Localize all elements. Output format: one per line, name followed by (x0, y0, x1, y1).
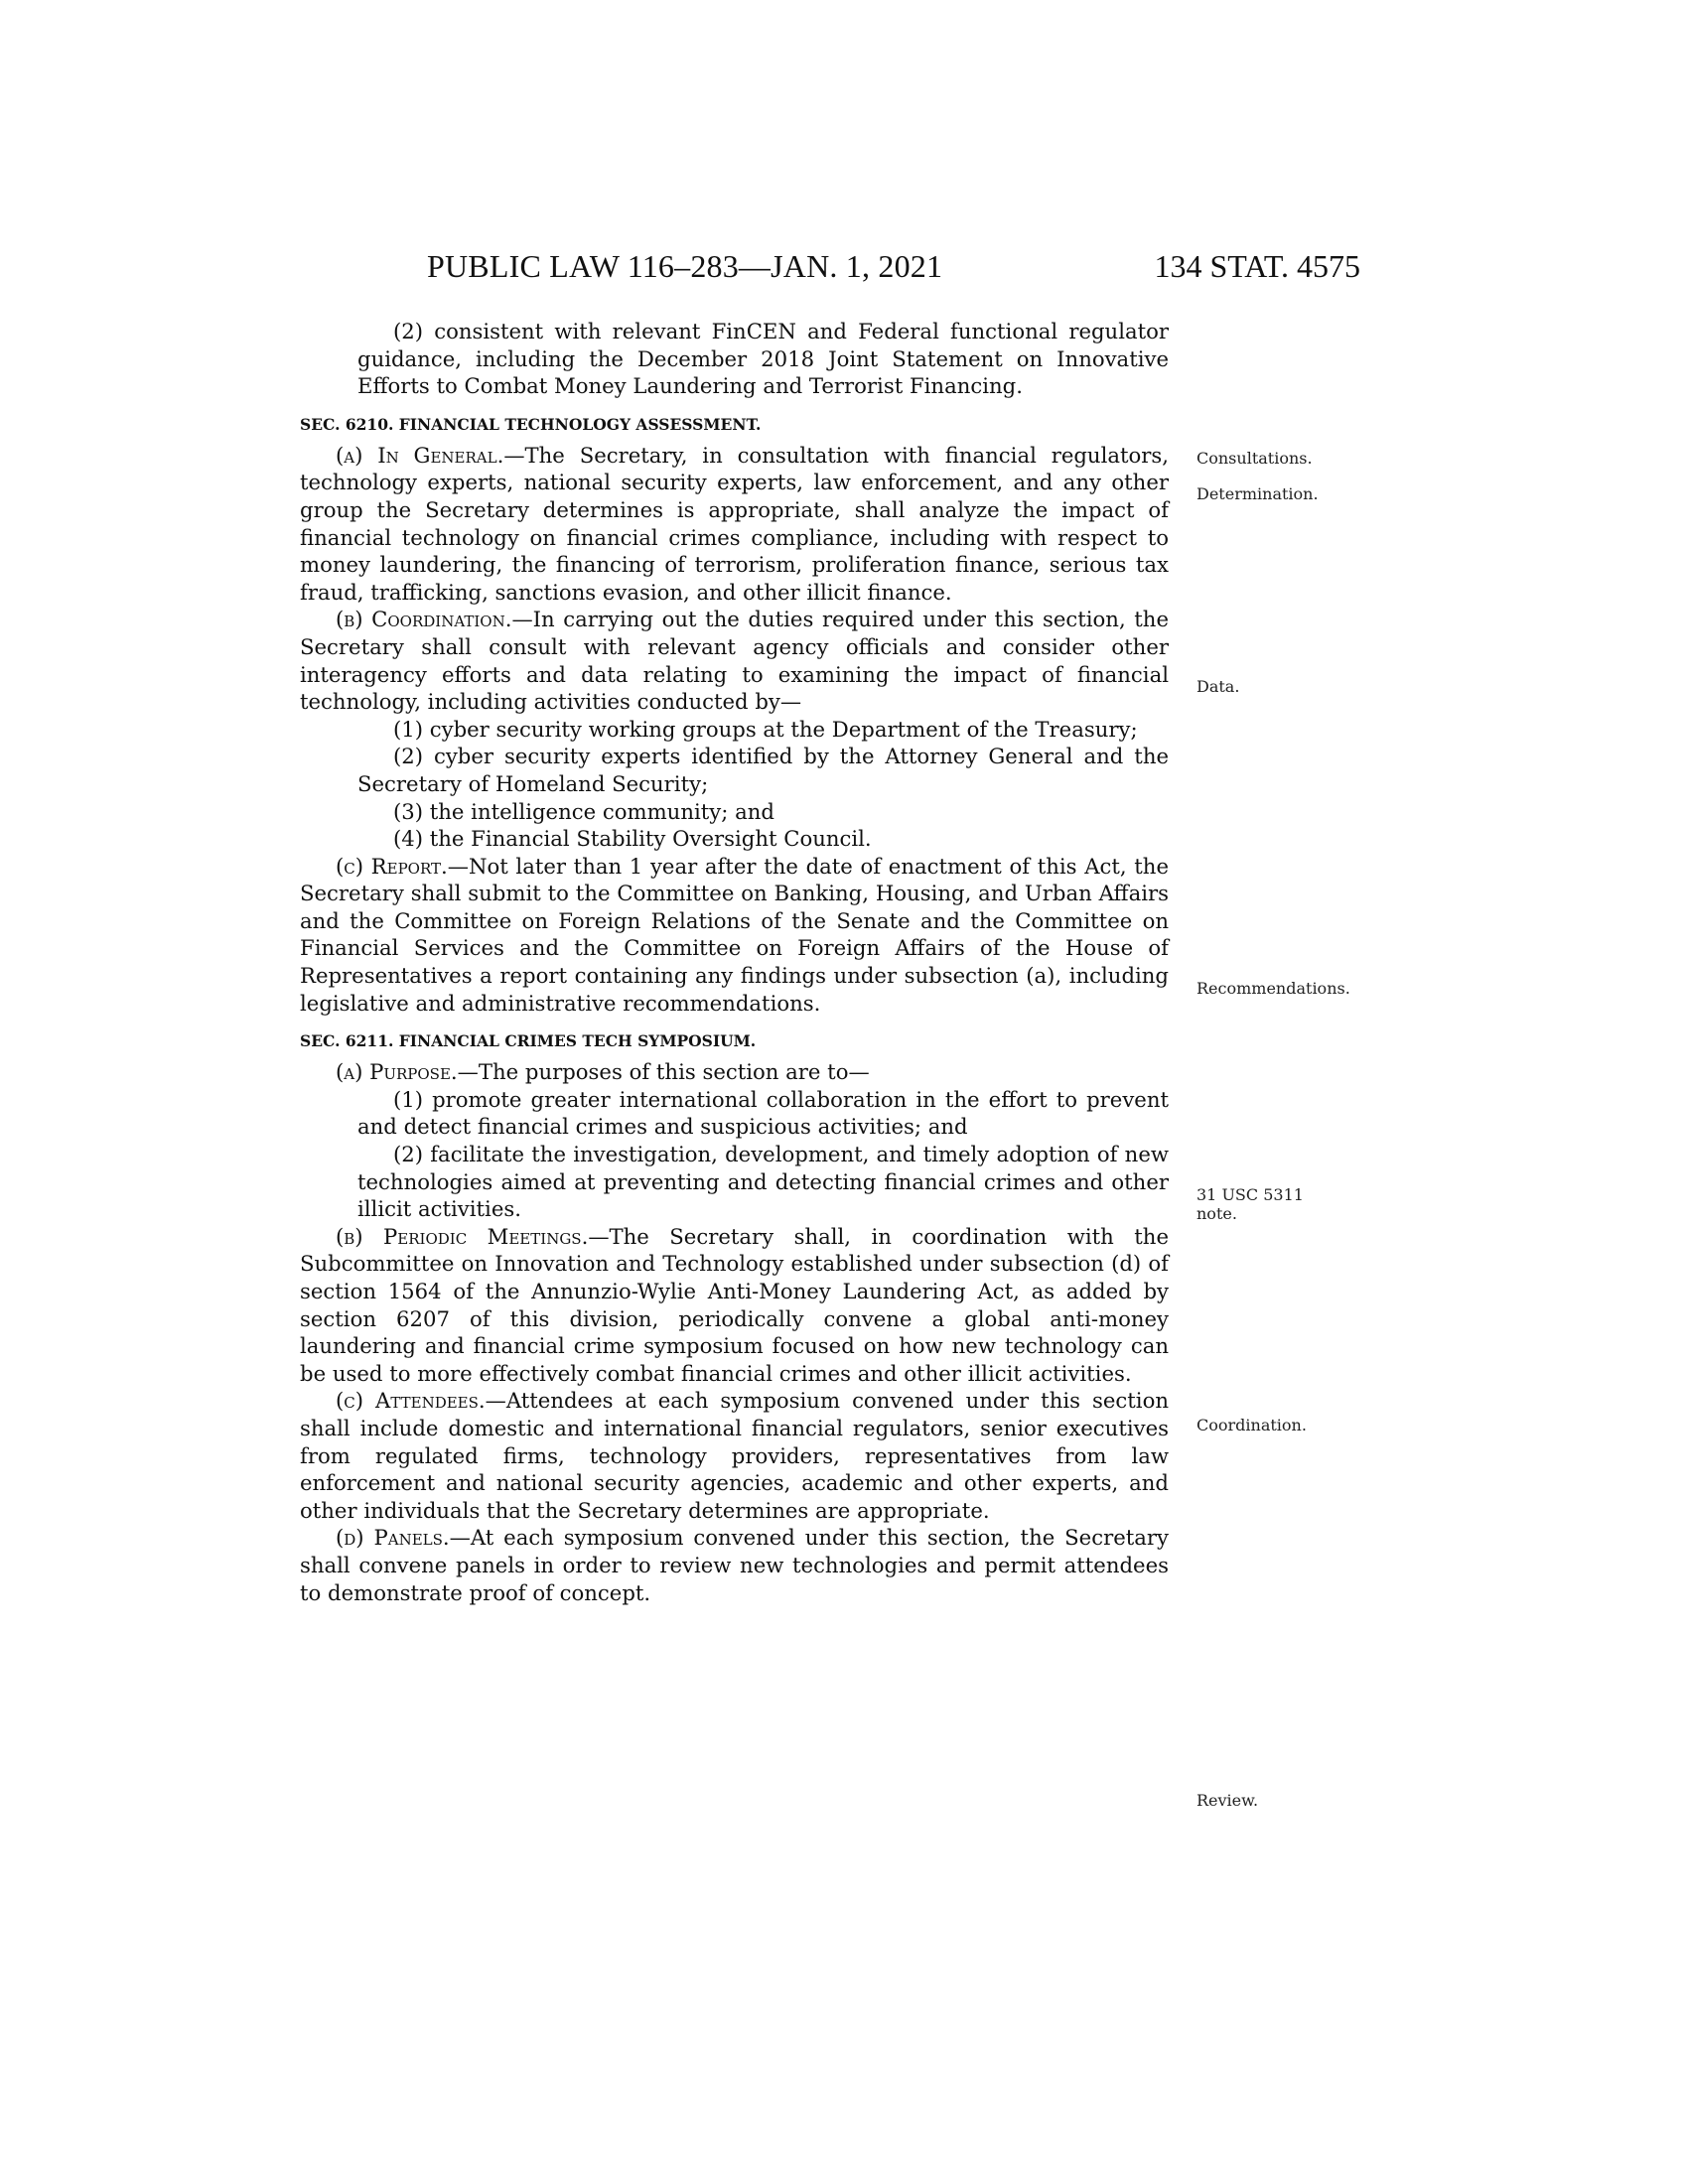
sec-6210-c-text: —Not later than 1 year after the date of enactment of this Act, the Secretary shall submit to the Committee on Banking, Housing, and Urban Affairs and the Committee on Foreign Relations of the Senate and the Committee on Financial Services and the Committee on Foreign Affairs of the House of Representatives a report containing any findings under subsection (a), including legislative and administrative recommendations. (300, 853, 1169, 1016)
sec-6210-b (300, 606, 1169, 715)
sec-6211-heading: SEC. 6211. FINANCIAL CRIMES TECH SYMPOSIUM. (300, 1031, 757, 1051)
margin-note-usc: 31 USC 5311 note. (1196, 1185, 1304, 1223)
margin-note-review: Review. (1196, 1791, 1259, 1810)
sec-6210-c-label: (c) Report. (336, 853, 448, 879)
sec-6210-b-item-3: (3) the intelligence community; and (393, 798, 774, 824)
sec-6211-b-label: (b) Periodic Meetings. (336, 1223, 589, 1249)
sec-6211-c-label: (c) Attendees. (336, 1388, 486, 1414)
sec-6210-c (300, 853, 1169, 1018)
intro-item: (2) consistent with relevant FinCEN and Federal functional regulator guidance, including the December 2018 Joint Statement on Innovative Efforts to Combat Money Laundering and Terrorist Financing. (357, 319, 1169, 399)
sec-6210-a-label: (a) In General. (336, 442, 504, 468)
sec-6210-b-item-1: (1) cyber security working groups at the Department of the Treasury; (393, 716, 1138, 742)
running-head (0, 248, 1688, 288)
sec-6211-d (300, 1524, 1169, 1606)
sec-6210-a-text: —The Secretary, in consultation with financial regulators, technology experts, national security experts, law enforcement, and any other group the Secretary determines is appropriate, shall analyze the impact of financial technology on financial crimes compliance, including with respect to money laundering, the financing of terrorism, proliferation finance, serious tax fraud, trafficking, sanctions evasion, and other illicit finance. (300, 442, 1169, 605)
sec-6211-b-text: —The Secretary shall, in coordination with the Subcommittee on Innovation and Technology established under subsection (d) of section 1564 of the Annunzio-Wylie Anti-Money Laundering Act, as added by section 6207 of this division, periodically convene a global anti-money laundering and financial crime symposium focused on how new technology can be used to more effectively combat financial crimes and other illicit activities. (300, 1223, 1169, 1386)
margin-note-coordination: Coordination. (1196, 1416, 1307, 1434)
statute-page-number: 134 STAT. 4575 (1154, 248, 1360, 284)
sec-6210-a (300, 442, 1169, 607)
margin-note-data: Data. (1196, 677, 1240, 696)
sec-6211-a-item-1: (1) promote greater international collaboration in the effort to prevent and detect financial crimes and suspicious activities; and (357, 1086, 1169, 1140)
sec-6211-c-text: —Attendees at each symposium convened under this section shall include domestic and international financial regulators, senior executives from regulated firms, technology providers, representatives from law enforcement and national security agencies, academic and other experts, and other individuals that the Secretary determines are appropriate. (300, 1388, 1169, 1523)
sec-6210-b-text: —In carrying out the duties required under this section, the Secretary shall consult with relevant agency officials and consider other interagency efforts and data relating to examining the impact of financial technology, including activities conducted by— (300, 607, 1169, 715)
margin-note-consultations: Consultations. (1196, 449, 1313, 468)
sec-6210-b-label: (b) Coordination. (336, 607, 512, 632)
sec-6210-b-item-4: (4) the Financial Stability Oversight Council. (393, 826, 872, 852)
body-column (300, 318, 1169, 1606)
margin-note-determination: Determination. (1196, 484, 1319, 503)
margin-note-recommendations: Recommendations. (1196, 979, 1350, 998)
sec-6211-a-text: —The purposes of this section are to— (457, 1059, 870, 1085)
sec-6211-d-label: (d) Panels. (336, 1525, 450, 1551)
sec-6211-d-text: —At each symposium convened under this section, the Secretary shall convene panels in order to review new technologies and permit attendees to demonstrate proof of concept. (300, 1525, 1170, 1605)
public-law-title: PUBLIC LAW 116–283—JAN. 1, 2021 (427, 248, 943, 284)
sec-6210-b-item-2: (2) cyber security experts identified by the Attorney General and the Secretary of Homeland Security; (357, 744, 1169, 796)
sec-6211-a (300, 1058, 1169, 1086)
sec-6211-a-item-2: (2) facilitate the investigation, development, and timely adoption of new technologies aimed at preventing and detecting financial crimes and other illicit activities. (357, 1142, 1169, 1222)
sec-6211-b (300, 1223, 1169, 1388)
sec-6211-c (300, 1387, 1169, 1524)
sec-6211-a-label: (a) Purpose. (336, 1059, 458, 1085)
sec-6210-heading: SEC. 6210. FINANCIAL TECHNOLOGY ASSESSMENT. (300, 414, 762, 434)
